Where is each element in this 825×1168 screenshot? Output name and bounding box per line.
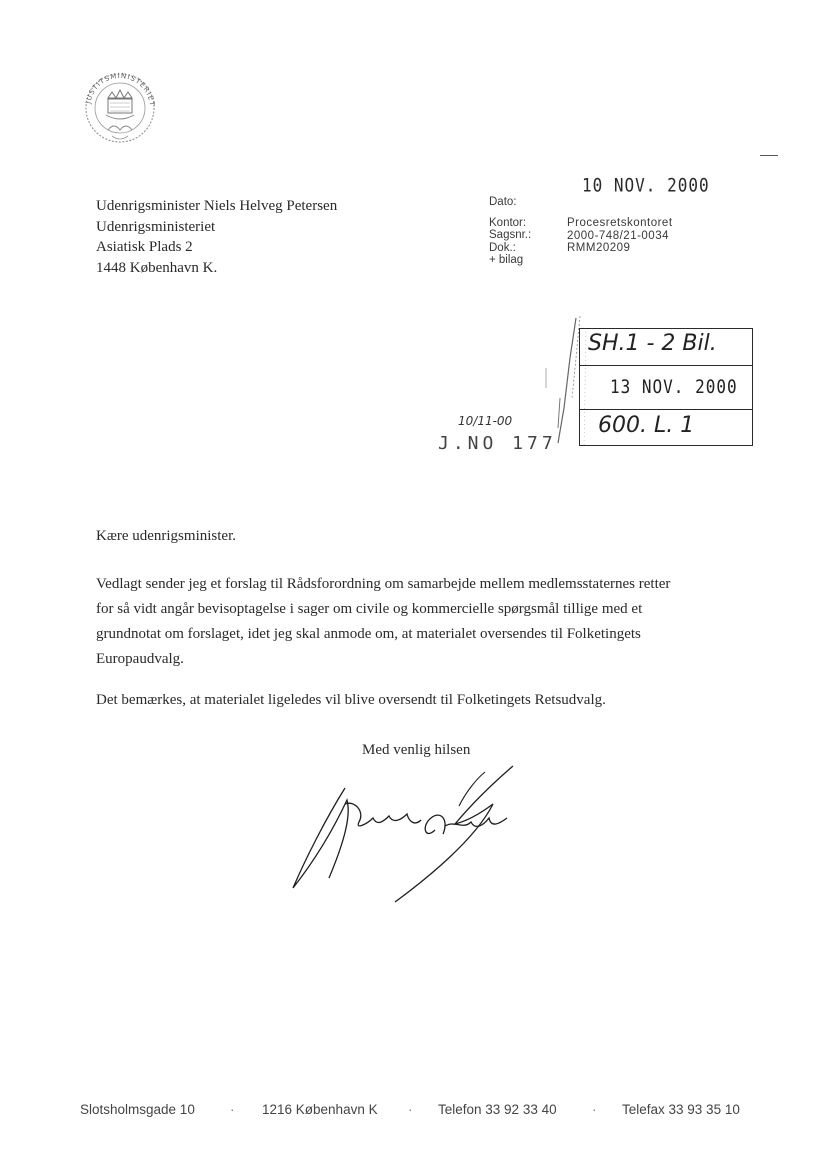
footer-separator: · <box>230 1102 235 1117</box>
recipient-address <box>96 196 337 278</box>
meta-values <box>567 217 673 255</box>
footer-separator: · <box>592 1102 597 1117</box>
recipient-city: 1448 København K. <box>96 259 218 276</box>
stamp-row-date <box>580 365 752 410</box>
date-label: Dato: <box>489 196 517 208</box>
case-value: 2000-748/21-0034 <box>567 229 669 242</box>
office-label: Kontor: <box>489 216 527 229</box>
footer-phone: Telefon 33 92 33 40 <box>438 1102 557 1117</box>
date-stamp: 10 NOV. 2000 <box>582 174 710 196</box>
received-stamp <box>579 328 753 446</box>
recipient-name: Udenrigsminister Niels Helveg Petersen <box>96 198 338 214</box>
paragraph-1-line: Europaudvalg. <box>96 651 184 667</box>
attachment-label: + bilag <box>489 254 524 266</box>
svg-text:JUSTITSMINISTERIET: JUSTITSMINISTERIET <box>84 71 157 108</box>
doc-label: Dok.: <box>489 241 516 254</box>
office-value: Procesretskontoret <box>567 217 673 229</box>
footer-address: Slotsholmsgade 10 <box>80 1102 195 1117</box>
ministry-seal-icon <box>78 68 162 152</box>
meta-labels <box>489 196 531 267</box>
footer-fax: Telefax 33 93 35 10 <box>622 1102 740 1117</box>
doc-value: RMM20209 <box>567 242 631 254</box>
closing: Med venlig hilsen <box>362 742 471 758</box>
signature-icon <box>285 760 525 910</box>
stamp-handwritten-bottom: 600. L. 1 <box>598 413 695 438</box>
recipient-street: Asiatisk Plads 2 <box>96 239 193 255</box>
stamp-date: 13 NOV. 2000 <box>610 375 738 398</box>
journal-handwritten-date: 10/11-00 <box>458 414 513 428</box>
stamp-row-top <box>580 329 752 366</box>
case-label: Sagsnr.: <box>489 229 532 241</box>
paragraph-1 <box>96 572 786 672</box>
margin-mark <box>760 155 778 156</box>
recipient-ministry: Udenrigsministeriet <box>96 218 216 235</box>
paragraph-1-line: Vedlagt sender jeg et forslag til Rådsforordning om samarbejde mellem medlemsstaternes retter <box>96 576 671 592</box>
footer-separator: · <box>408 1102 413 1117</box>
journal-number: J.NO 177 <box>438 433 557 454</box>
salutation: Kære udenrigsminister. <box>96 528 236 544</box>
paragraph-1-line: for så vidt angår bevisoptagelse i sager om civile og kommercielle spørgsmål tillige med et <box>96 601 643 617</box>
footer-city: 1216 København K <box>262 1102 378 1117</box>
paragraph-1-line: grundnotat om forslaget, idet jeg skal anmode om, at materialet oversendes til Folketingets <box>96 626 641 642</box>
stamp-handwritten-top: SH.1 - 2 Bil. <box>588 331 717 356</box>
paragraph-2: Det bemærkes, at materialet ligeledes vil blive oversendt til Folketingets Retsudvalg. <box>96 692 606 708</box>
